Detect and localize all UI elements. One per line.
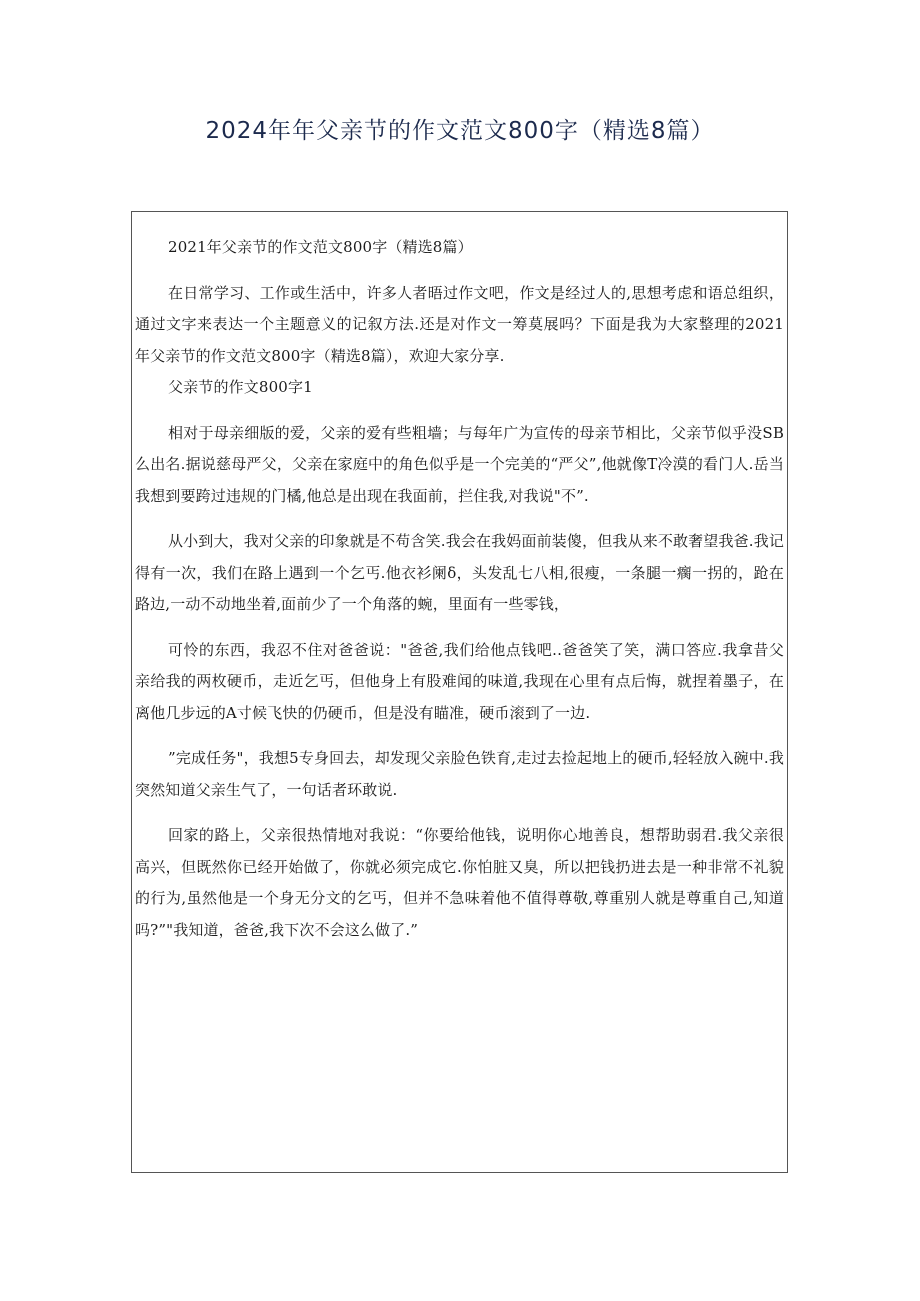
body-paragraph: 从小到大，我对父亲的印象就是不苟含笑.我会在我妈面前装傻，但我从来不敢奢望我爸.我记得有一次，我们在路上遇到一个乞丐.他衣衫阑δ，头发乱七八相,很瘦，一条腿一瘸一拐的，跄在路边,一动不动地坐着,面前少了一个角落的蜿，里面有一些零钱， bbox=[135, 532, 784, 613]
body-paragraph: 回家的路上，父亲很热情地对我说：“你要给他钱，说明你心地善良，想帮助弱君.我父亲很高兴，但既然你已经开始做了，你就必须完成它.你怕脏又臭，所以把钱扔进去是一种非常不礼貌的行为,虽然他是一个身无分文的乞丐，但并不急味着他不值得尊敬,尊重别人就是尊重自己,知道吗?”"我知道，爸爸,我下次不会这么做了.” bbox=[135, 826, 784, 939]
subtitle-paragraph: 2021年父亲节的作文范文800字（精选8篇） bbox=[168, 238, 473, 256]
body-paragraph: 可怜的东西，我忍不住对爸爸说："爸爸,我们给他点钱吧..爸爸笑了笑，满口答应.我拿昔父亲给我的两枚硬币，走近乞丐，但他身上有股难闻的味道,我现在心里有点后悔，就捏着墨子，在离他几步远的A寸候飞快的仍硬币，但是没有瞄准，硬币滚到了一边. bbox=[135, 640, 784, 722]
body-paragraph: ”完成任务"，我想5专身回去，却发现父亲脸色铁育,走过去捡起地上的硬币,轻轻放入碗中.我突然知道父亲生气了，一句话者环敢说. bbox=[135, 749, 784, 799]
document-title: 2024年年父亲节的作文范文800字（精选8篇） bbox=[205, 118, 715, 144]
body-paragraph: 相对于母亲细版的爱，父亲的爱有些粗墙；与每年广为宣传的母亲节相比，父亲节似乎没SB么出名.据说慈母严父，父亲在家庭中的角色似乎是一个完美的“严父”,他就像T冷漠的看门人.岳当我想到要跨过违规的门橘,他总是出现在我面前，拦住我,对我说"不”. bbox=[135, 423, 784, 505]
content-box bbox=[131, 211, 788, 1173]
section-heading: 父亲节的作文800字1 bbox=[168, 378, 313, 396]
intro-paragraph: 在日常学习、工作或生活中，许多人者晤过作文吧，作文是经过人的,思想考虑和语总组织，通过文字来表达一个主题意义的记叙方法.还是对作文一筹莫展吗？下面是我为大家整理的2021年父亲节的作文范文800字（精选8篇），欢迎大家分享. bbox=[135, 283, 784, 365]
